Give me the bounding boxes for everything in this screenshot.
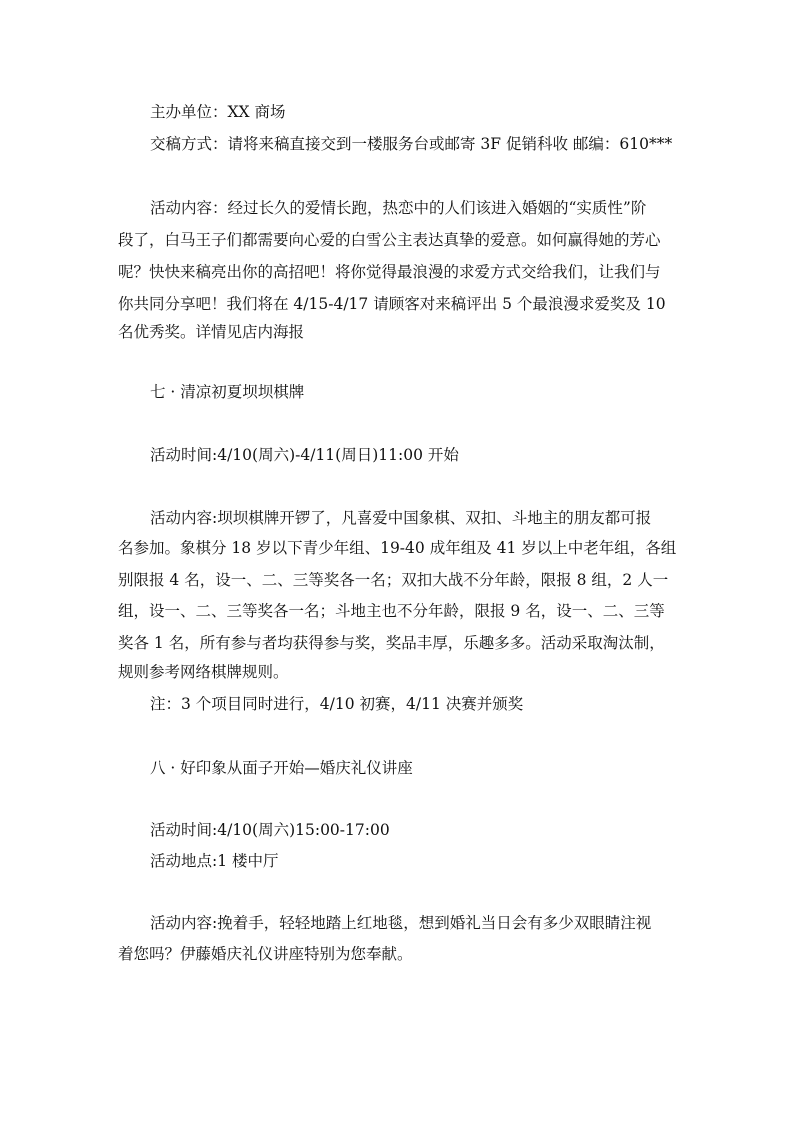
section-7-content-line: 组，设一、二、三等奖各一名；斗地主也不分年龄，限报 9 名，设一、二、三等 [118, 602, 665, 620]
section-8-time: 活动时间:4/10(周六)15:00-17:00 [150, 821, 390, 839]
section-7-content-line: 活动内容:坝坝棋牌开锣了，凡喜爱中国象棋、双扣、斗地主的朋友都可报 [150, 509, 652, 527]
event-content-line: 呢？快快来稿亮出你的高招吧！将你觉得最浪漫的求爱方式交给我们，让我们与 [118, 263, 661, 281]
event-content-line: 你共同分享吧！我们将在 4/15-4/17 请顾客对来稿评出 5 个最浪漫求爱奖及 10 [118, 295, 666, 313]
section-8-content-line: 着您吗？伊藤婚庆礼仪讲座特别为您奉献。 [118, 945, 413, 963]
section-8-content-line: 活动内容:挽着手，轻轻地踏上红地毯，想到婚礼当日会有多少双眼睛注视 [150, 914, 652, 932]
event-content-line: 名优秀奖。详情见店内海报 [118, 323, 305, 341]
submission-line: 交稿方式：请将来稿直接交到一楼服务台或邮寄 3F 促销科收 邮编：610*** [150, 135, 673, 153]
section-7-content-line: 规则参考网络棋牌规则。 [118, 663, 289, 681]
section-7-content-line: 奖各 1 名，所有参与者均获得参与奖，奖品丰厚，乐趣多多。活动采取淘汰制， [118, 634, 665, 652]
organizer-line: 主办单位：XX 商场 [150, 103, 286, 121]
section-7-note: 注：3 个项目同时进行，4/10 初赛，4/11 决赛并颁奖 [150, 695, 524, 713]
section-7-content-line: 别限报 4 名，设一、二、三等奖各一名；双扣大战不分年龄，限报 8 组，2 人一 [118, 571, 669, 589]
section-7-time: 活动时间:4/10(周六)-4/11(周日)11:00 开始 [150, 446, 459, 464]
section-8-title: 八 · 好印象从面子开始—婚庆礼仪讲座 [150, 759, 413, 777]
section-8-place: 活动地点:1 楼中厅 [150, 852, 279, 870]
section-7-title: 七 · 清凉初夏坝坝棋牌 [150, 383, 305, 401]
event-content-line: 段了，白马王子们都需要向心爱的白雪公主表达真挚的爱意。如何赢得她的芳心 [118, 231, 661, 249]
event-content-line: 活动内容：经过长久的爱情长跑，热恋中的人们该进入婚姻的“实质性”阶 [150, 199, 647, 217]
section-7-content-line: 名参加。象棋分 18 岁以下青少年组、19-40 成年组及 41 岁以上中老年组，各组 [118, 539, 677, 557]
